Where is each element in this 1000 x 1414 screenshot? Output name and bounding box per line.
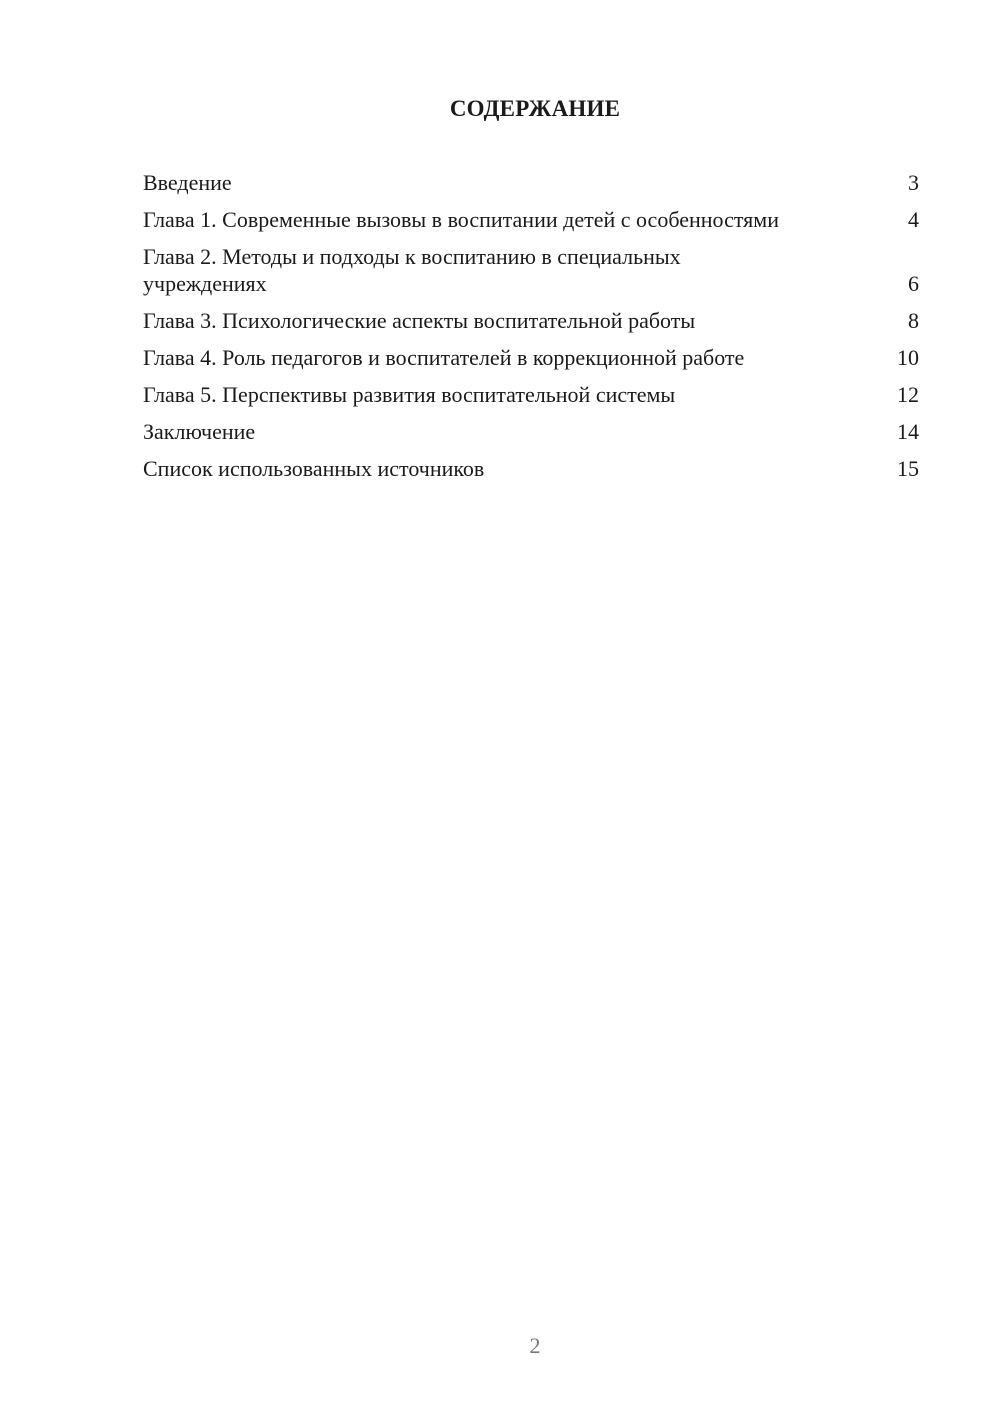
toc-entry-chapter-5[interactable] (143, 381, 919, 408)
toc-entry-chapter-4[interactable] (143, 344, 919, 371)
toc-entry-title: Глава 3. Психологические аспекты воспитательной работы (143, 308, 696, 333)
toc-entry-page: 10 (897, 345, 919, 370)
toc-entry-references[interactable] (143, 455, 919, 482)
toc-list (143, 169, 919, 492)
toc-entry-title: Введение (143, 170, 232, 195)
toc-entry-introduction[interactable] (143, 169, 919, 196)
toc-entry-chapter-1[interactable] (143, 206, 919, 233)
toc-entry-page: 15 (897, 456, 919, 481)
toc-entry-title: Глава 4. Роль педагогов и воспитателей в коррекционной работе (143, 345, 745, 370)
toc-entry-title: Заключение (143, 419, 256, 444)
toc-entry-page: 12 (897, 382, 919, 407)
toc-entry-page: 14 (897, 419, 919, 444)
toc-entry-conclusion[interactable] (143, 418, 919, 445)
toc-entry-title: Список использованных источников (143, 456, 485, 481)
page-number: 2 (529, 1333, 541, 1358)
toc-entry-chapter-3[interactable] (143, 307, 919, 334)
toc-entry-page: 4 (908, 207, 919, 232)
toc-title: СОДЕРЖАНИЕ (449, 96, 621, 121)
toc-entry-page: 6 (908, 271, 919, 296)
toc-entry-page: 8 (908, 308, 919, 333)
toc-entry-title: Глава 1. Современные вызовы в воспитании детей с особенностями (143, 207, 779, 232)
toc-entry-page: 3 (908, 170, 919, 195)
toc-entry-chapter-2[interactable] (143, 243, 919, 297)
toc-entry-title: Глава 5. Перспективы развития воспитательной системы (143, 382, 676, 407)
toc-entry-title: Глава 2. Методы и подходы к воспитанию в специальных учреждениях (143, 244, 681, 296)
